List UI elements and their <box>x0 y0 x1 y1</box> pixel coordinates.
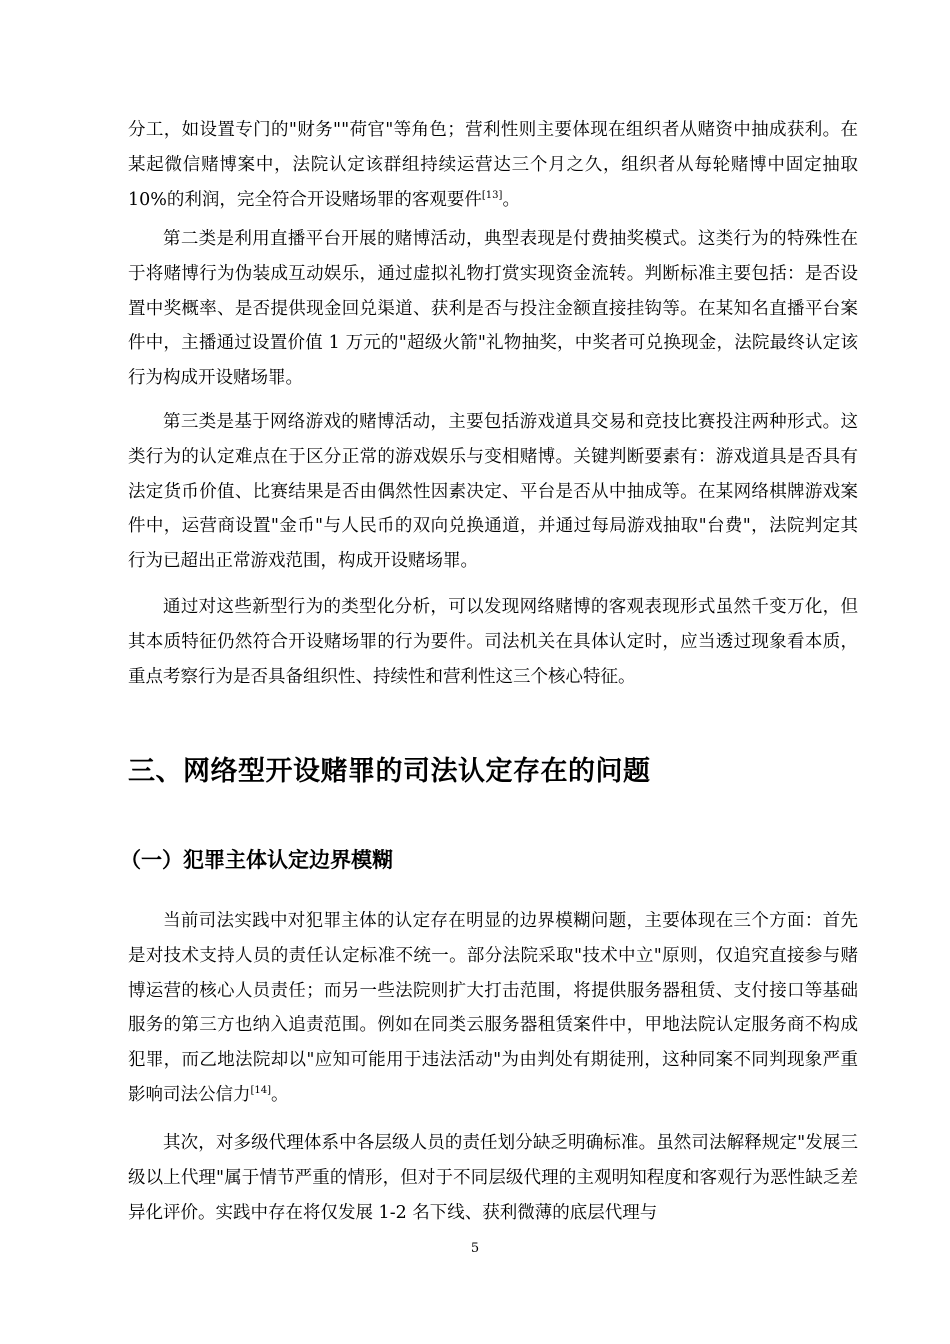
citation-14: [14] <box>250 1084 272 1096</box>
paragraph-6: 其次，对多级代理体系中各层级人员的责任划分缺乏明确标准。虽然司法解释规定"发展三级以上代理"属于情节严重的情形，但对于不同层级代理的主观明知程度和客观行为恶性缺乏差异化评价。实践中存在将仅发展 1-2 名下线、获利微薄的底层代理与 <box>128 1133 858 1223</box>
subsection-heading: （一）犯罪主体认定边界模糊 <box>120 848 393 872</box>
paragraph-1 <box>128 113 858 217</box>
paragraph-1-text: 分工，如设置专门的"财务""荷官"等角色；营利性则主要体现在组织者从赌资中抽成获利。在某起微信赌博案中，法院认定该群组持续运营达三个月之久，组织者从每轮赌博中固定抽取10%的利润，完全符合开设赌场罪的客观要件 <box>128 120 858 210</box>
paragraph-4: 通过对这些新型行为的类型化分析，可以发现网络赌博的客观表现形式虽然千变万化，但其本质特征仍然符合开设赌场罪的行为要件。司法机关在具体认定时，应当透过现象看本质，重点考察行为是否具备组织性、持续性和营利性这三个核心特征。 <box>128 597 858 687</box>
paragraph-5-text: 当前司法实践中对犯罪主体的认定存在明显的边界模糊问题，主要体现在三个方面：首先是对技术支持人员的责任认定标准不统一。部分法院采取"技术中立"原则，仅追究直接参与赌博运营的核心人员责任；而另一些法院则扩大打击范围，将提供服务器租赁、支付接口等基础服务的第三方也纳入追责范围。例如在同类云服务器租赁案件中，甲地法院认定服务商不构成犯罪，而乙地法院却以"应知可能用于违法活动"为由判处有期徒刑，这种同案不同判现象严重影响司法公信力 <box>128 911 858 1105</box>
paragraph-5-tail: 。 <box>271 1084 289 1105</box>
paragraph-3: 第三类是基于网络游戏的赌博活动，主要包括游戏道具交易和竞技比赛投注两种形式。这类行为的认定难点在于区分正常的游戏娱乐与变相赌博。关键判断要素有：游戏道具是否具有法定货币价值、比赛结果是否由偶然性因素决定、平台是否从中抽成等。在某网络棋牌游戏案件中，运营商设置"金币"与人民币的双向兑换通道，并通过每局游戏抽取"台费"，法院判定其行为已超出正常游戏范围，构成开设赌场罪。 <box>128 412 858 572</box>
paragraph-2: 第二类是利用直播平台开展的赌博活动，典型表现是付费抽奖模式。这类行为的特殊性在于将赌博行为伪装成互动娱乐，通过虚拟礼物打赏实现资金流转。判断标准主要包括：是否设置中奖概率、是否提供现金回兑渠道、获利是否与投注金额直接挂钩等。在某知名直播平台案件中，主播通过设置价值 1 万元的"超级火箭"礼物抽奖，中奖者可兑换现金，法院最终认定该行为构成开设赌场罪。 <box>128 229 858 389</box>
page-number: 5 <box>470 1241 480 1256</box>
paragraph-1-tail: 。 <box>502 189 520 210</box>
citation-13: [13] <box>481 189 503 201</box>
paragraph-5 <box>128 904 858 1113</box>
section-heading: 三、网络型开设赌罪的司法认定存在的问题 <box>128 756 651 787</box>
